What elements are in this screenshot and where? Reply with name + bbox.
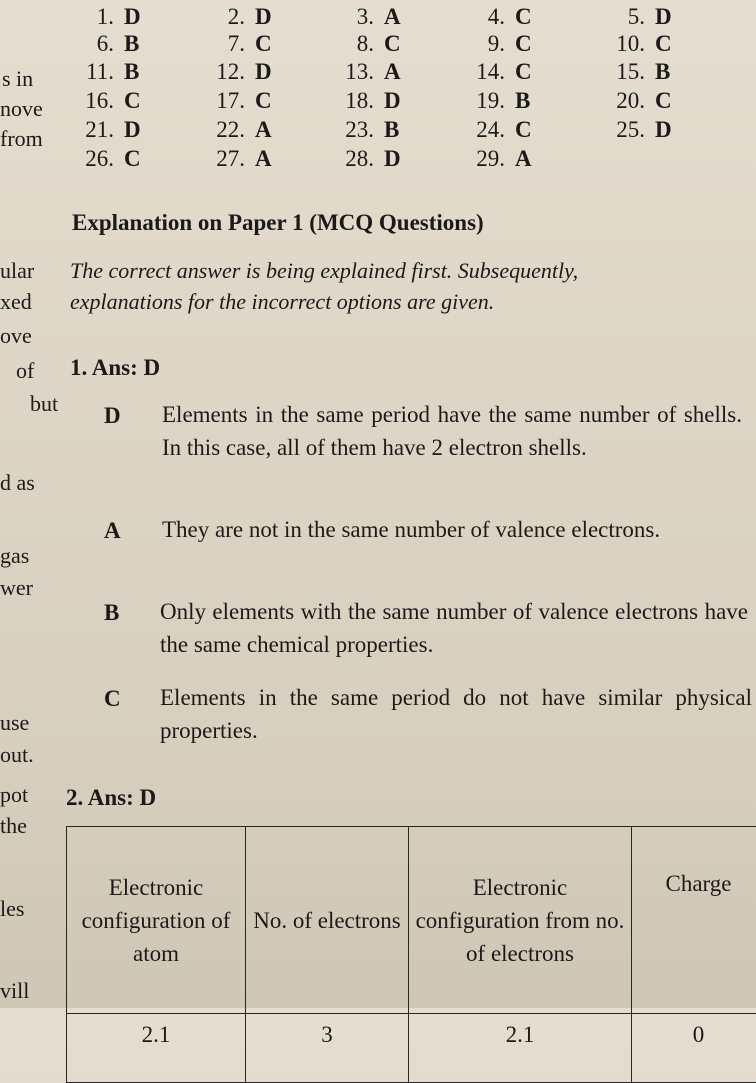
margin-text-fragment: ular — [0, 258, 34, 284]
section-heading: Explanation on Paper 1 (MCQ Questions) — [72, 210, 484, 236]
margin-text-fragment: gas — [0, 543, 29, 569]
answer-key-item — [54, 146, 141, 172]
answer-key-item — [185, 31, 272, 57]
answer-letter: B — [655, 59, 670, 85]
answer-number: 27. — [185, 146, 245, 172]
answer-letter: D — [255, 59, 272, 85]
answer-key-item — [314, 146, 401, 172]
margin-text-fragment: of — [16, 358, 34, 384]
answer-letter: D — [255, 4, 272, 30]
answer-number: 13. — [314, 59, 374, 85]
answer-letter: A — [515, 146, 532, 172]
margin-text-fragment: the — [0, 813, 27, 839]
margin-text-fragment: d as — [0, 470, 35, 496]
q1-option-text: Only elements with the same number of valence electrons have the same chemical properties. — [160, 595, 748, 661]
q1-option-letter: C — [104, 686, 121, 712]
answer-key-item — [54, 4, 141, 30]
table-cell: 2.1 — [67, 1014, 246, 1083]
answer-number: 10. — [585, 31, 645, 57]
answer-key-item — [585, 4, 672, 30]
answer-number: 6. — [54, 31, 114, 57]
answer-letter: A — [384, 59, 401, 85]
table-header-row — [67, 827, 756, 1014]
answer-key-item — [445, 88, 530, 114]
answer-number: 8. — [314, 31, 374, 57]
q2-heading: 2. Ans: D — [66, 785, 156, 811]
answer-letter: D — [384, 88, 401, 114]
answer-number: 4. — [445, 4, 505, 30]
answer-number: 22. — [185, 117, 245, 143]
answer-number: 19. — [445, 88, 505, 114]
table-cell: 3 — [246, 1014, 409, 1083]
q1-option-text: They are not in the same number of valence electrons. — [162, 513, 746, 546]
answer-letter: B — [124, 59, 139, 85]
answer-letter: A — [255, 117, 272, 143]
answer-number: 28. — [314, 146, 374, 172]
answer-number: 11. — [54, 59, 114, 85]
answer-letter: D — [384, 146, 401, 172]
answer-letter: C — [515, 4, 532, 30]
table-cell: 0 — [632, 1014, 756, 1083]
answer-letter: B — [124, 31, 139, 57]
answer-key-item — [185, 88, 272, 114]
answer-key-item — [185, 4, 272, 30]
answer-key-item — [185, 117, 272, 143]
margin-text-fragment: use — [0, 710, 29, 736]
margin-text-fragment: vill — [0, 978, 29, 1004]
q1-option-text: Elements in the same period have the same number of shells. In this case, all of them have 2 electron shells. — [162, 398, 742, 464]
answer-number: 24. — [445, 117, 505, 143]
answer-number: 2. — [185, 4, 245, 30]
answer-number: 29. — [445, 146, 505, 172]
answer-key-item — [54, 117, 141, 143]
answer-letter: C — [655, 88, 672, 114]
answer-key-item — [445, 31, 532, 57]
answer-letter: C — [515, 117, 532, 143]
table-row — [67, 1014, 756, 1083]
answer-number: 14. — [445, 59, 505, 85]
table-header-cell: Electronic configuration of atom — [67, 827, 246, 1014]
answer-letter: C — [384, 31, 401, 57]
answer-letter: D — [124, 4, 141, 30]
answer-number: 18. — [314, 88, 374, 114]
answer-key-item — [314, 4, 401, 30]
intro-line-2: explanations for the incorrect options are given. — [70, 289, 494, 315]
answer-number: 15. — [585, 59, 645, 85]
answer-number: 17. — [185, 88, 245, 114]
answer-number: 3. — [314, 4, 374, 30]
margin-text-fragment: but — [30, 391, 58, 417]
answer-key-item — [314, 31, 401, 57]
answer-letter: D — [124, 117, 141, 143]
answer-key-item — [314, 59, 401, 85]
margin-text-fragment: pot — [0, 782, 28, 808]
answer-key-item — [445, 117, 532, 143]
answer-letter: C — [255, 31, 272, 57]
answer-key-item — [54, 59, 139, 85]
answer-key-item — [585, 59, 670, 85]
answer-letter: C — [515, 31, 532, 57]
answer-number: 26. — [54, 146, 114, 172]
answer-letter: D — [655, 117, 672, 143]
answer-letter: A — [384, 4, 401, 30]
margin-text-fragment: out. — [0, 742, 34, 768]
answer-key-item — [185, 146, 272, 172]
answer-key-item — [585, 88, 672, 114]
table-header-cell: No. of electrons — [246, 827, 409, 1014]
q1-option-letter: D — [104, 403, 121, 429]
answer-key-item — [54, 88, 141, 114]
margin-text-fragment: wer — [0, 575, 33, 601]
answer-letter: C — [655, 31, 672, 57]
margin-text-fragment: from — [0, 126, 43, 152]
intro-line-1: The correct answer is being explained first. Subsequently, — [70, 258, 578, 284]
answer-key-item — [585, 117, 672, 143]
margin-text-fragment: ove — [0, 323, 32, 349]
answer-key-item — [314, 117, 399, 143]
answer-number: 25. — [585, 117, 645, 143]
answer-letter: C — [255, 88, 272, 114]
q1-option-letter: B — [104, 600, 119, 626]
table-header-cell: Electronic configuration from no. of electrons — [409, 827, 632, 1014]
margin-text-fragment: s in — [2, 66, 33, 92]
answer-number: 16. — [54, 88, 114, 114]
q1-option-letter: A — [104, 518, 121, 544]
answer-letter: B — [384, 117, 399, 143]
answer-number: 23. — [314, 117, 374, 143]
margin-text-fragment: les — [0, 896, 24, 922]
answer-letter: C — [124, 146, 141, 172]
table-cell: 2.1 — [409, 1014, 632, 1083]
answer-number: 9. — [445, 31, 505, 57]
answer-number: 5. — [585, 4, 645, 30]
answer-key-item — [314, 88, 401, 114]
margin-text-fragment: nove — [0, 96, 43, 122]
answer-letter: A — [255, 146, 272, 172]
answer-key-item — [445, 59, 532, 85]
answer-key-item — [445, 146, 532, 172]
q1-option-text: Elements in the same period do not have similar physical properties. — [160, 681, 752, 747]
answer-number: 1. — [54, 4, 114, 30]
answer-letter: C — [515, 59, 532, 85]
electron-config-table — [66, 826, 756, 1083]
answer-letter: B — [515, 88, 530, 114]
answer-key-item — [185, 59, 272, 85]
answer-number: 21. — [54, 117, 114, 143]
answer-key-item — [445, 4, 532, 30]
answer-key-item — [585, 31, 672, 57]
answer-key-item — [54, 31, 139, 57]
answer-number: 12. — [185, 59, 245, 85]
q1-heading: 1. Ans: D — [70, 355, 160, 381]
margin-text-fragment: xed — [0, 289, 32, 315]
answer-number: 7. — [185, 31, 245, 57]
answer-letter: C — [124, 88, 141, 114]
answer-number: 20. — [585, 88, 645, 114]
table-header-cell: Charge — [632, 827, 756, 1014]
answer-letter: D — [655, 4, 672, 30]
